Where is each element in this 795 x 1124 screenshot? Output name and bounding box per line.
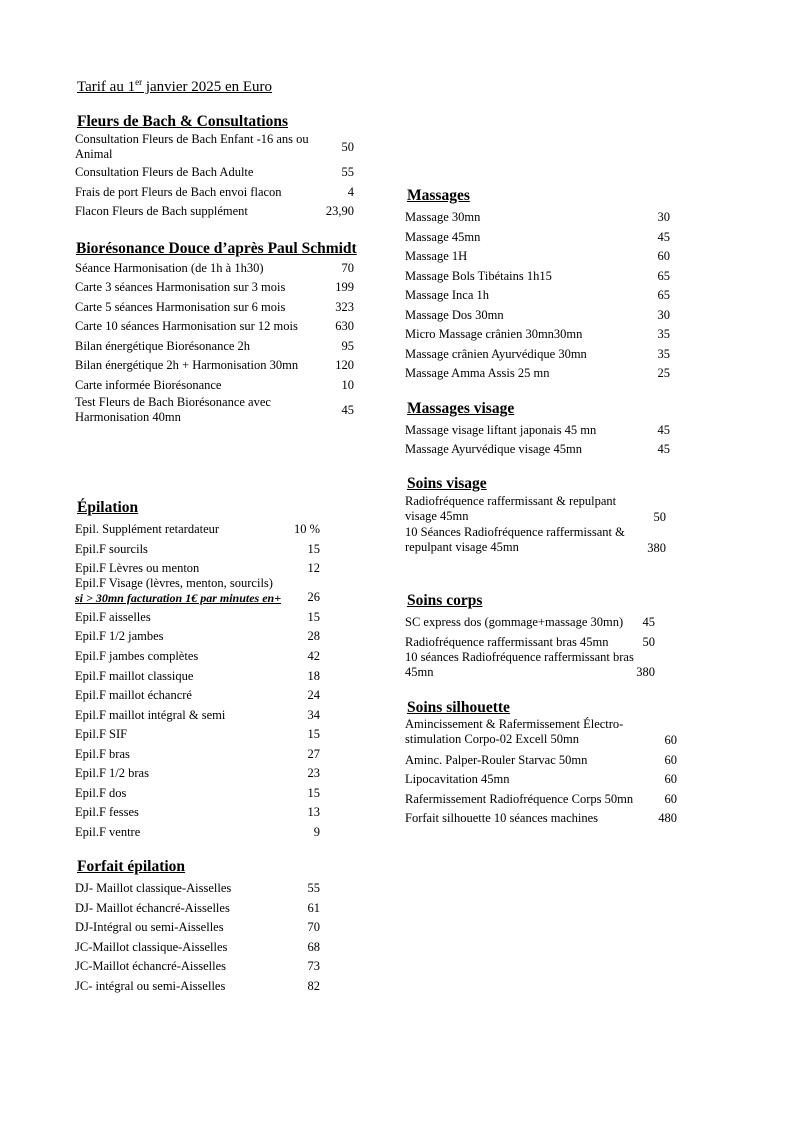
- price-item-label: Micro Massage crânien 30mn30mn: [405, 327, 583, 341]
- price-item-value: 45: [657, 230, 670, 244]
- price-item-value: 380: [636, 665, 655, 679]
- price-item-value: 28: [307, 629, 320, 643]
- price-item-label: Massage Bols Tibétains 1h15: [405, 269, 552, 283]
- price-item-note: si > 30mn facturation 1€ par minutes en+: [75, 591, 282, 605]
- price-item-value: 27: [307, 747, 320, 761]
- price-item-value: 45: [657, 442, 670, 456]
- price-item-label: Lipocavitation 45mn: [405, 772, 510, 786]
- price-item-label: DJ- Maillot échancré-Aisselles: [75, 901, 230, 915]
- price-item-value: 60: [664, 753, 677, 767]
- price-item-value: 18: [307, 669, 320, 683]
- price-item-value: 15: [307, 610, 320, 624]
- price-item-label: Carte 5 séances Harmonisation sur 6 mois: [75, 300, 286, 314]
- price-item-value: 30: [657, 210, 670, 224]
- price-item-value: 45: [642, 615, 655, 629]
- price-item-value: 60: [657, 249, 670, 263]
- price-item-value: 55: [307, 881, 320, 895]
- price-item-label: Consultation Fleurs de Bach Enfant -16 ans ou Animal: [75, 132, 309, 161]
- price-item-value: 82: [307, 979, 320, 993]
- price-item-value: 13: [307, 805, 320, 819]
- price-item-label: Consultation Fleurs de Bach Adulte: [75, 165, 254, 179]
- price-item-label: Carte 10 séances Harmonisation sur 12 mois: [75, 319, 298, 333]
- price-item-label: JC-Maillot classique-Aisselles: [75, 940, 228, 954]
- price-item-label: Epil.F 1/2 bras: [75, 766, 149, 780]
- price-item-value: 380: [647, 541, 666, 555]
- price-item-label: Massage 1H: [405, 249, 468, 263]
- price-item-value: 50: [642, 635, 655, 649]
- price-item-label: Epil.F dos: [75, 786, 127, 800]
- price-item-label: Amincissement & Rafermissement Électro-stimulation Corpo-02 Excell 50mn: [405, 717, 624, 746]
- price-item-value: 24: [307, 688, 320, 702]
- price-item-value: 60: [664, 772, 677, 786]
- price-item-value: 35: [657, 347, 670, 361]
- price-item-value: 35: [657, 327, 670, 341]
- price-item-value: 42: [307, 649, 320, 663]
- price-item-label: Epil.F 1/2 jambes: [75, 629, 164, 643]
- price-item-value: 10: [341, 378, 354, 392]
- price-item-label: DJ- Maillot classique-Aisselles: [75, 881, 232, 895]
- price-item-value: 95: [341, 339, 354, 353]
- price-item-label: Massage Inca 1h: [405, 288, 489, 302]
- section-title-massages: Massages: [407, 187, 470, 204]
- price-item-value: 50: [653, 510, 666, 524]
- price-item-label: Frais de port Fleurs de Bach envoi flacon: [75, 185, 282, 199]
- price-item-label: Massage crânien Ayurvédique 30mn: [405, 347, 587, 361]
- price-item-value: 15: [307, 727, 320, 741]
- price-item-value: 480: [658, 811, 677, 825]
- price-item-label: Epil.F SIF: [75, 727, 128, 741]
- price-item-label: Epil.F Lèvres ou menton: [75, 561, 200, 575]
- price-item-value: 50: [341, 140, 354, 154]
- price-item-label: Radiofréquence raffermissant & repulpant visage 45mn: [405, 494, 617, 523]
- price-item-value: 23,90: [325, 204, 354, 218]
- section-title-epilation: Épilation: [77, 499, 139, 516]
- price-item-value: 73: [307, 959, 320, 973]
- price-item-value: 65: [657, 269, 670, 283]
- price-item-label: Forfait silhouette 10 séances machines: [405, 811, 598, 825]
- price-item-value: 55: [341, 165, 354, 179]
- price-item-label: Carte informée Biorésonance: [75, 378, 222, 392]
- price-item-value: 34: [307, 708, 320, 722]
- price-item-label: Flacon Fleurs de Bach supplément: [75, 204, 248, 218]
- price-item-label: JC- intégral ou semi-Aisselles: [75, 979, 226, 993]
- section-title-soins-silhouette: Soins silhouette: [407, 699, 510, 716]
- price-item-label: Epil.F aisselles: [75, 610, 151, 624]
- price-item-value: 65: [657, 288, 670, 302]
- price-item-label: Carte 3 séances Harmonisation sur 3 mois: [75, 280, 286, 294]
- price-item-value: 68: [307, 940, 320, 954]
- price-item-label: 10 Séances Radiofréquence raffermissant & repulpant visage 45mn: [405, 525, 625, 554]
- price-item-value: 60: [664, 733, 677, 747]
- price-item-label: Epil.F maillot échancré: [75, 688, 192, 702]
- price-item-label: Aminc. Palper-Rouler Starvac 50mn: [405, 753, 588, 767]
- price-item-value: 4: [347, 185, 354, 199]
- price-item-value: 120: [335, 358, 354, 372]
- price-item-label: Massage Ayurvédique visage 45mn: [405, 442, 582, 456]
- section-title-soins-visage: Soins visage: [407, 475, 487, 492]
- section-title-soins-corps: Soins corps: [407, 592, 483, 609]
- price-item-label: Epil. Supplément retardateur: [75, 522, 220, 536]
- price-item-label: Epil.F maillot intégral & semi: [75, 708, 226, 722]
- price-item-label: Rafermissement Radiofréquence Corps 50mn: [405, 792, 634, 806]
- section-title-fleurs: Fleurs de Bach & Consultations: [77, 113, 288, 130]
- price-item-value: 61: [307, 901, 320, 915]
- price-item-label: Epil.F bras: [75, 747, 130, 761]
- price-item-label: 10 séances Radiofréquence raffermissant bras 45mn: [405, 650, 634, 679]
- section-title-bioresonance: Biorésonance Douce d’après Paul Schmidt: [76, 240, 357, 257]
- price-item-value: 199: [335, 280, 354, 294]
- price-item-value: 45: [341, 403, 354, 417]
- price-item-label: Epil.F fesses: [75, 805, 139, 819]
- price-item-value: 23: [307, 766, 320, 780]
- price-item-value: 15: [307, 786, 320, 800]
- price-item-label: Bilan énergétique Biorésonance 2h: [75, 339, 251, 353]
- price-item-value: 60: [664, 792, 677, 806]
- price-item-value: 630: [335, 319, 354, 333]
- price-item-label: Radiofréquence raffermissant bras 45mn: [405, 635, 609, 649]
- price-item-label: Bilan énergétique 2h + Harmonisation 30mn: [75, 358, 299, 372]
- price-item-label: Epil.F Visage (lèvres, menton, sourcils): [75, 576, 273, 590]
- price-item-value: 323: [335, 300, 354, 314]
- price-item-label: Séance Harmonisation (de 1h à 1h30): [75, 261, 264, 275]
- price-item-value: 45: [657, 423, 670, 437]
- price-item-label: JC-Maillot échancré-Aisselles: [75, 959, 226, 973]
- price-item-value: 10 %: [293, 522, 320, 536]
- price-item-value: 70: [341, 261, 354, 275]
- price-item-label: Massage 30mn: [405, 210, 481, 224]
- price-item-value: 15: [307, 542, 320, 556]
- price-item-value: 30: [657, 308, 670, 322]
- page-title: Tarif au 1er janvier 2025 en Euro: [77, 77, 273, 95]
- price-item-label: Epil.F maillot classique: [75, 669, 194, 683]
- price-item-label: Test Fleurs de Bach Biorésonance avec Harmonisation 40mn: [75, 395, 271, 424]
- price-item-label: Massage 45mn: [405, 230, 481, 244]
- section-title-massages-visage: Massages visage: [407, 400, 515, 417]
- price-item-label: Epil.F ventre: [75, 825, 141, 839]
- price-item-label: Epil.F sourcils: [75, 542, 148, 556]
- price-item-value: 26: [307, 590, 320, 604]
- section-title-forfait: Forfait épilation: [77, 858, 186, 875]
- price-item-value: 12: [307, 561, 320, 575]
- price-item-label: Massage Amma Assis 25 mn: [405, 366, 550, 380]
- price-item-value: 9: [313, 825, 320, 839]
- price-item-label: SC express dos (gommage+massage 30mn): [405, 615, 624, 629]
- price-item-label: DJ-Intégral ou semi-Aisselles: [75, 920, 224, 934]
- price-item-label: Massage visage liftant japonais 45 mn: [405, 423, 597, 437]
- price-item-value: 25: [657, 366, 670, 380]
- price-item-label: Epil.F jambes complètes: [75, 649, 199, 663]
- price-item-value: 70: [307, 920, 320, 934]
- price-item-label: Massage Dos 30mn: [405, 308, 504, 322]
